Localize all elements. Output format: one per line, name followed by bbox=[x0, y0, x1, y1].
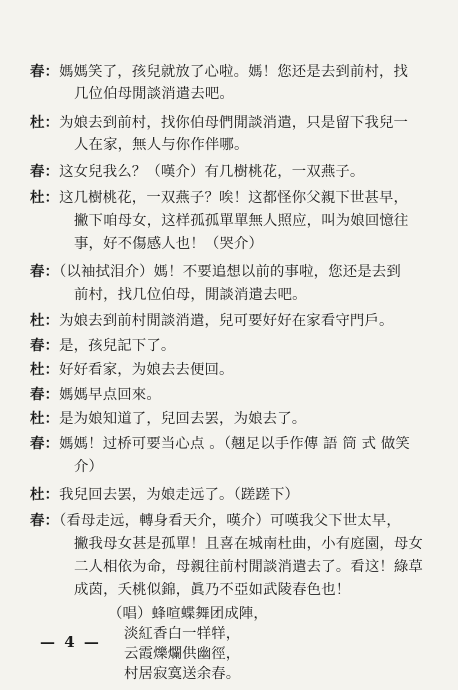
script-line bbox=[74, 456, 458, 478]
line-text: 村居寂寞送余春。 bbox=[124, 666, 241, 682]
script-line bbox=[30, 408, 430, 430]
script-line bbox=[74, 134, 458, 156]
line-text: 为娘去到前村，找你伯母們閒談消遣，只是留下我兒一 bbox=[59, 115, 409, 131]
line-text: （看母走远，轉身看天介，嘆介）可嘆我父下世太早， bbox=[59, 513, 401, 529]
speaker-label: 杜： bbox=[30, 361, 60, 378]
line-text: 为娘去到前村閒談消遣，兒可要好好在家看守門戶。 bbox=[59, 313, 394, 329]
speaker-label: 春： bbox=[30, 337, 60, 354]
line-text: 媽媽笑了，孩兒就放了心啦。媽！您还是去到前村，找 bbox=[59, 64, 409, 80]
line-text: 这女兒我么？（嘆介）有几樹桃花，一双燕子。 bbox=[59, 164, 365, 180]
script-line bbox=[74, 533, 458, 555]
script-line bbox=[30, 187, 430, 209]
script-line bbox=[30, 61, 430, 83]
song-line bbox=[124, 643, 458, 665]
line-text: 撇下咱母女，这样孤孤單單無人照应，叫为娘回憶往 bbox=[74, 213, 409, 229]
script-line bbox=[30, 310, 430, 332]
line-text: 介） bbox=[74, 459, 104, 475]
line-text: 淡紅香白一䍧䍧， bbox=[124, 626, 241, 642]
line-text: 事，好不傷感人也！（哭介） bbox=[74, 236, 264, 252]
line-text: 是为娘知道了，兒回去罢，为娘去了。 bbox=[59, 411, 307, 427]
line-text: 媽媽！过桥可要当心点 。（翹足以手作傳 語 筒 式 做笑 bbox=[59, 436, 410, 452]
script-line bbox=[74, 210, 458, 232]
speaker-label: 春： bbox=[30, 512, 60, 529]
script-line bbox=[74, 284, 458, 306]
script-line bbox=[30, 510, 430, 532]
line-text: 我兒回去罢，为娘走远了。（蹉蹉下） bbox=[59, 487, 300, 503]
line-text: 撇我母女甚是孤單！且喜在城南杜曲，小有庭園，母女 bbox=[74, 536, 423, 552]
script-line bbox=[74, 233, 458, 255]
song-line bbox=[124, 663, 458, 685]
speaker-label: 杜： bbox=[30, 114, 60, 131]
speaker-label: 杜： bbox=[30, 312, 60, 329]
line-text: 成茵，夭桃似錦，眞乃不亞如武陵春色也！ bbox=[74, 582, 351, 598]
line-text: 好好看家，为娘去去便回。 bbox=[59, 362, 234, 378]
speaker-label: 春： bbox=[30, 163, 60, 180]
speaker-label: 春： bbox=[30, 435, 60, 452]
script-line bbox=[74, 579, 458, 601]
line-text: 几位伯母閒談消遣去吧。 bbox=[74, 86, 234, 102]
script-line bbox=[74, 83, 458, 105]
speaker-label: 杜： bbox=[30, 189, 60, 206]
script-line bbox=[30, 112, 430, 134]
line-text: 媽媽早点回來。 bbox=[59, 387, 161, 403]
speaker-label: 杜： bbox=[30, 486, 60, 503]
song-line bbox=[124, 623, 458, 645]
line-text: 云霞爍爛供幽徑， bbox=[124, 646, 241, 662]
script-line bbox=[30, 335, 430, 357]
song-line bbox=[108, 603, 458, 625]
page-number: — 4 — bbox=[40, 633, 101, 651]
speaker-label: 春： bbox=[30, 386, 60, 403]
line-text: （以袖拭泪介）媽！不要追想以前的事啦，您还是去到 bbox=[59, 264, 401, 280]
speaker-label: 春： bbox=[30, 263, 60, 280]
line-text: 人在家，無人与你作伴哪。 bbox=[74, 137, 249, 153]
script-line bbox=[74, 556, 458, 578]
line-text: 这几樹桃花，一双燕子？唉！这都怪你父親下世甚早， bbox=[59, 190, 409, 206]
line-text: 是，孩兒記下了。 bbox=[59, 338, 176, 354]
speaker-label: 春： bbox=[30, 63, 60, 80]
script-line bbox=[30, 359, 430, 381]
line-text: （唱）蜂喧蝶舞团成陣， bbox=[108, 606, 268, 622]
line-text: 二人相依为命，母親往前村閒談消遣去了。看这！綠草 bbox=[74, 559, 423, 575]
script-line bbox=[30, 384, 430, 406]
speaker-label: 杜： bbox=[30, 410, 60, 427]
line-text: 前村，找几位伯母，閒談消遣去吧。 bbox=[74, 287, 307, 303]
script-line bbox=[30, 261, 430, 283]
script-line bbox=[30, 484, 430, 506]
script-line bbox=[30, 433, 430, 455]
script-line bbox=[30, 161, 430, 183]
